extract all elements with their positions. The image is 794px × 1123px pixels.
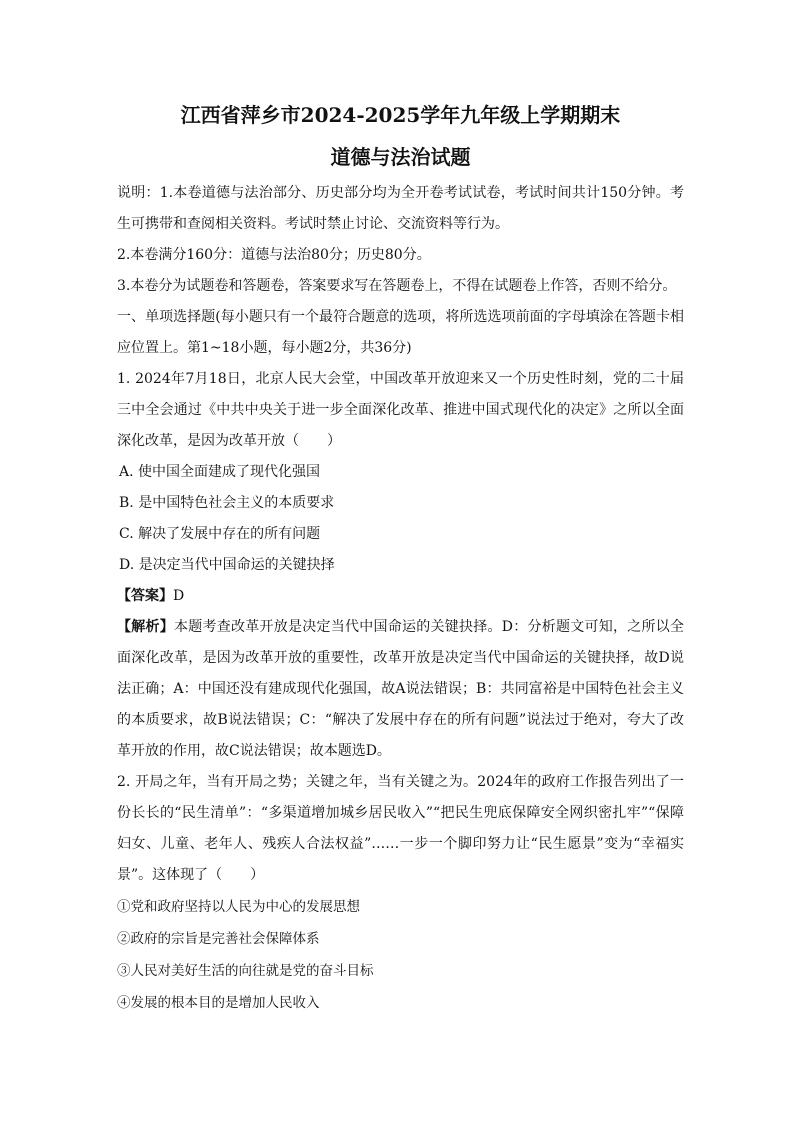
answer-value: D <box>173 588 185 604</box>
question-1-option-b: B. 是中国特色社会主义的本质要求 <box>119 495 335 511</box>
question-1-stem: 1. 2024年7月18日，北京人民大会堂，中国改革开放迎来又一个历史性时刻，党的二十届三中全会通过《中共中央关于进一步全面深化改革、推进中国式现代化的决定》之所以全面深化改革，是因为改革开放（ ） <box>117 371 684 449</box>
answer-label: 【答案】 <box>117 588 173 604</box>
question-2-item-2: ②政府的宗旨是完善社会保障体系 <box>117 931 320 947</box>
instruction-2: 2.本卷满分160分：道德与法治80分；历史80分。 <box>117 247 431 263</box>
question-1-option-a: A. 使中国全面建成了现代化强国 <box>119 464 321 480</box>
exam-title: 江西省萍乡市2024-2025学年九年级上学期期末 <box>180 103 621 127</box>
question-2-stem: 2. 开局之年，当有开局之势；关键之年，当有关键之为。2024年的政府工作报告列出了一份长长的“民生清单”：“多渠道增加城乡居民收入”“把民生兜底保障安全网织密扎牢”“保障妇女、儿童、老年人、残疾人合法权益”……一步一个脚印努力让“民生愿景”变为“幸福实景”。这体现了（ ） <box>117 774 684 883</box>
instruction-3: 3.本卷分为试题卷和答题卷，答案要求写在答题卷上，不得在试题卷上作答，否则不给分。 <box>117 278 677 294</box>
question-2-item-4: ④发展的根本目的是增加人民收入 <box>117 995 320 1011</box>
analysis-label: 【解析】 <box>117 619 175 635</box>
analysis-text: 本题考查改革开放是决定当代中国命运的关键抉择。D：分析题文可知，之所以全面深化改革，是因为改革开放的重要性，改革开放是决定当代中国命运的关键抉择，故D说法正确；A：中国还没有建成现代化强国，故A说法错误；B：共同富裕是中国特色社会主义的本质要求，故B说法错误；C：“解决了发展中存在的所有问题”说法过于绝对，夸大了改革开放的作用，故C说法错误；故本题选D。 <box>117 619 685 759</box>
exam-subtitle: 道德与法治试题 <box>330 145 471 169</box>
question-1-answer <box>117 581 684 612</box>
question-1-option-c: C. 解决了发展中存在的所有问题 <box>119 526 321 542</box>
question-1-analysis <box>117 612 684 767</box>
question-1-option-d: D. 是决定当代中国命运的关键抉择 <box>119 557 335 573</box>
question-2-item-1: ①党和政府坚持以人民为中心的发展思想 <box>117 899 360 915</box>
section-heading: 一、单项选择题(每小题只有一个最符合题意的选项，将所选选项前面的字母填涂在答题卡相应位置上。第1~18小题，每小题2分，共36分) <box>117 309 684 356</box>
question-2-item-3: ③人民对美好生活的向往就是党的奋斗目标 <box>117 963 374 979</box>
instruction-1: 说明：1.本卷道德与法治部分、历史部分均为全开卷考试试卷，考试时间共计150分钟。考生可携带和查阅相关资料。考试时禁止讨论、交流资料等行为。 <box>117 185 684 232</box>
